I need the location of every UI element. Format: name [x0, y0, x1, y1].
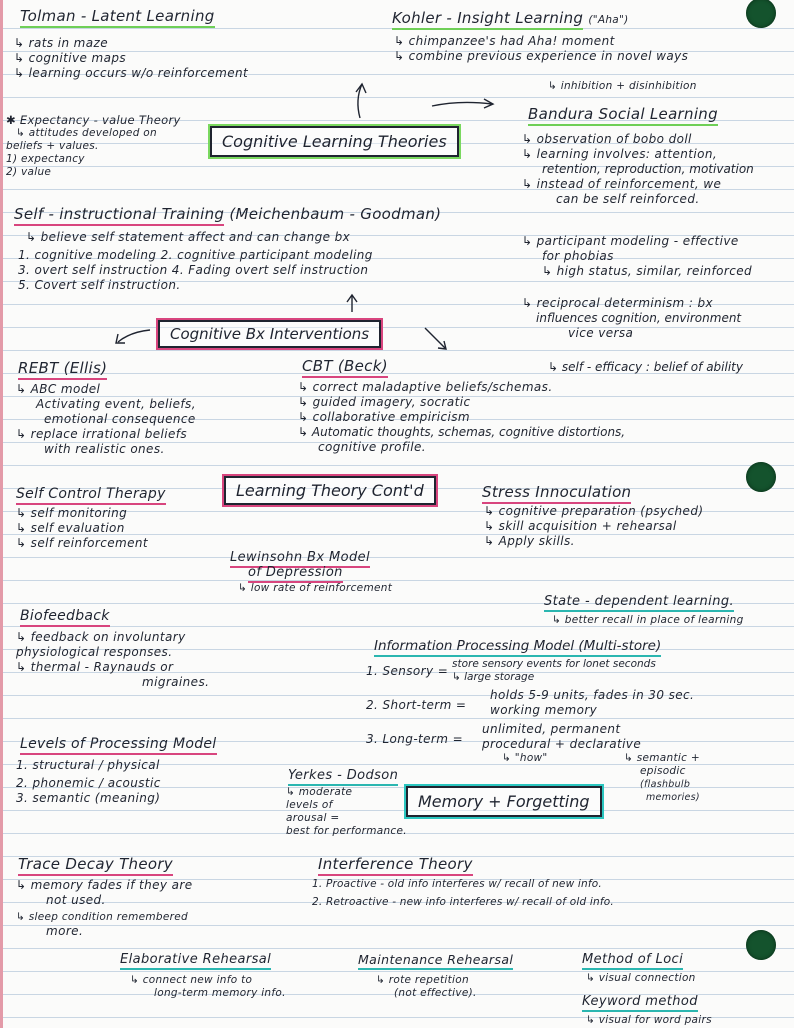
kohler-title: Kohler - Insight Learning ("Aha")	[392, 10, 629, 27]
info-processing-declarative-note: ↳ semantic + episodic (flashbulb memories)	[624, 752, 700, 803]
info-processing-title: Information Processing Model (Multi-store)	[374, 638, 661, 655]
interference-notes: 1. Proactive - old info interferes w/ recall of new info. 2. Retroactive - new info interferes w/ recall of old info.	[312, 878, 614, 908]
levels-of-processing-notes: 1. structural / physical 2. phonemic / acoustic 3. semantic (meaning)	[16, 758, 161, 805]
keyword-method-note: ↳ visual for word pairs	[586, 1014, 712, 1026]
bandura-notes: ↳ observation of bobo doll ↳ learning involves: attention, retention, reproduction, motivation ↳ instead of reinforcement, we can be self reinforced.	[522, 132, 754, 206]
rebt-title: REBT (Ellis)	[18, 360, 107, 377]
info-processing-long-term: 3. Long-term =	[366, 732, 464, 746]
keyword-method-title: Keyword method	[582, 994, 698, 1009]
tolman-title: Tolman - Latent Learning	[20, 8, 215, 25]
info-processing-procedural-note: ↳ "how"	[502, 752, 548, 764]
self-efficacy-note: ↳ self - efficacy : belief of ability	[548, 360, 743, 374]
maintenance-rehearsal-notes: ↳ rote repetition (not effective).	[376, 974, 477, 999]
learning-theory-contd-title: Learning Theory Cont'd	[224, 476, 436, 505]
elaborative-rehearsal-notes: ↳ connect new info to long-term memory info.	[130, 974, 286, 999]
info-processing-long-term-desc: unlimited, permanent procedural + declarative	[482, 722, 642, 751]
cbt-title: CBT (Beck)	[302, 358, 388, 375]
arrow-right-to-bandura	[432, 102, 492, 106]
rebt-notes: ↳ ABC model Activating event, beliefs, emotional consequence ↳ replace irrational beliefs with realistic ones.	[16, 382, 196, 456]
self-control-therapy-notes: ↳ self monitoring ↳ self evaluation ↳ self reinforcement	[16, 506, 148, 550]
arrow-left-to-rebt	[118, 330, 150, 342]
lewinsohn-model: Lewinsohn Bx Model of Depression ↳ low rate of reinforcement	[230, 550, 393, 594]
trace-decay-title: Trace Decay Theory	[18, 856, 173, 873]
expectancy-value-notes: ✱ Expectancy - value Theory ↳ attitudes developed on beliefs + values. 1) expectancy 2) value	[6, 113, 181, 178]
biofeedback-notes: ↳ feedback on involuntary physiological responses. ↳ thermal - Raynauds or migraines.	[16, 630, 210, 689]
bandura-title: Bandura Social Learning	[528, 106, 718, 123]
yerkes-dodson-notes: ↳ moderate levels of arousal = best for performance.	[286, 786, 407, 837]
cognitive-bx-interventions-title: Cognitive Bx Interventions	[158, 320, 381, 348]
method-of-loci-title: Method of Loci	[582, 952, 683, 967]
cbt-notes: ↳ correct maladaptive beliefs/schemas. ↳ guided imagery, socratic ↳ collaborative empiricism ↳ Automatic thoughts, schemas, cognitive distortions, cognitive profile.	[298, 380, 626, 454]
info-processing-sensory-desc: store sensory events for lonet seconds ↳ large storage	[452, 658, 656, 683]
self-instructional-title: Self - instructional Training (Meichenbaum - Goodman)	[14, 206, 441, 223]
method-of-loci-note: ↳ visual connection	[586, 972, 696, 984]
yerkes-dodson-title: Yerkes - Dodson	[288, 768, 398, 783]
memory-forgetting-title: Memory + Forgetting	[406, 786, 602, 817]
trace-decay-notes: ↳ memory fades if they are not used. ↳ sleep condition remembered more.	[16, 878, 193, 938]
tolman-notes: ↳ rats in maze ↳ cognitive maps ↳ learning occurs w/o reinforcement	[14, 36, 249, 80]
state-dependent-title: State - dependent learning.	[544, 594, 734, 609]
levels-of-processing-title: Levels of Processing Model	[20, 736, 217, 753]
bandura-participant-notes: ↳ participant modeling - effective for phobias ↳ high status, similar, reinforced	[522, 234, 753, 278]
biofeedback-title: Biofeedback	[20, 608, 110, 625]
elaborative-rehearsal-title: Elaborative Rehearsal	[120, 952, 271, 967]
info-processing-short-term: 2. Short-term =	[366, 698, 467, 712]
self-control-therapy-title: Self Control Therapy	[16, 486, 166, 503]
self-instructional-notes: ↳ believe self statement affect and can change bx 1. cognitive modeling 2. cognitive participant modeling 3. overt self instruction 4. Fading overt self instruction 5. Covert self instruction.	[18, 230, 373, 292]
state-dependent-note: ↳ better recall in place of learning	[552, 614, 744, 626]
cognitive-learning-theories-title: Cognitive Learning Theories	[210, 126, 459, 157]
bandura-reciprocal-notes: ↳ reciprocal determinism : bx influences cognition, environment vice versa	[522, 296, 742, 340]
arrow-right-to-cbt	[425, 328, 445, 348]
info-processing-short-term-desc: holds 5-9 units, fades in 30 sec. working memory	[490, 688, 695, 717]
interference-title: Interference Theory	[318, 856, 473, 873]
kohler-notes: ↳ chimpanzee's had Aha! moment ↳ combine previous experience in novel ways	[394, 34, 689, 63]
info-processing-sensory: 1. Sensory =	[366, 664, 449, 678]
maintenance-rehearsal-title: Maintenance Rehearsal	[358, 952, 513, 967]
stress-innoculation-notes: ↳ cognitive preparation (psyched) ↳ skill acquisition + rehearsal ↳ Apply skills.	[484, 504, 704, 548]
bandura-pre-note: ↳ inhibition + disinhibition	[548, 80, 697, 92]
stress-innoculation-title: Stress Innoculation	[482, 484, 631, 501]
